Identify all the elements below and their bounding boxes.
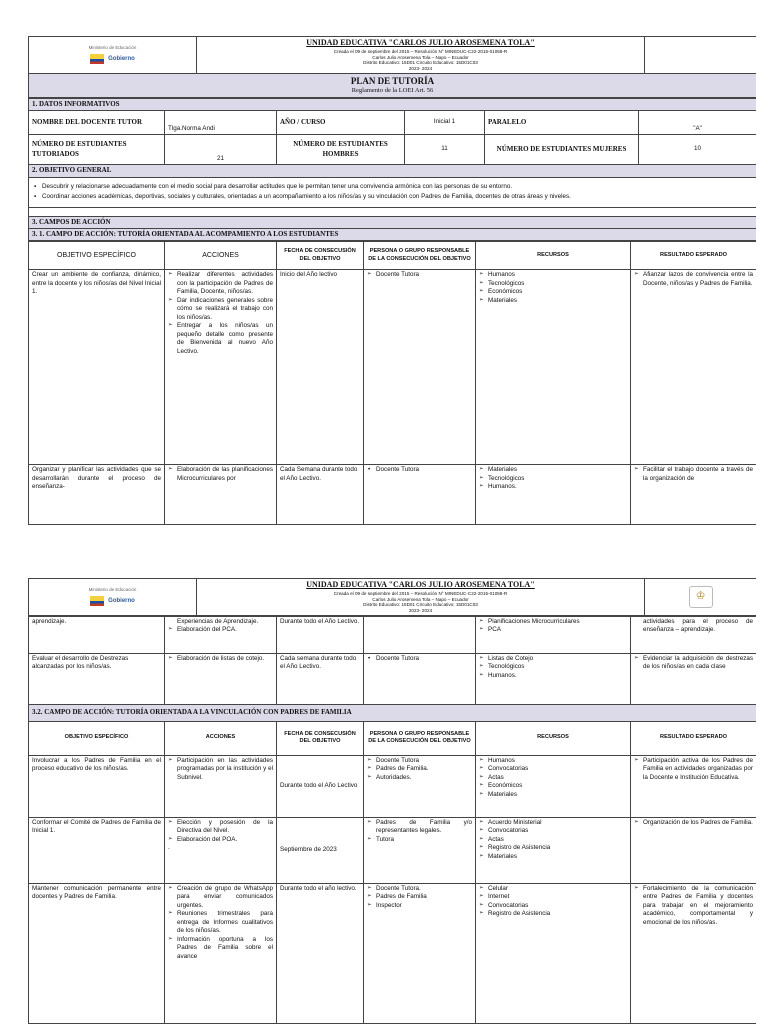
spacer-row	[29, 207, 757, 216]
col-resultado: RESULTADO ESPERADO	[631, 721, 757, 755]
list-item: ➢ Información oportuna a los Padres de Familia sobre el avance	[168, 936, 273, 962]
list-item: ➢ Elaboración de listas de cotejo.	[168, 655, 273, 664]
list-item: ➢ Materiales	[479, 297, 627, 306]
school-line-1: Creada el 09 de septiembre del 2015 – Resolución N° MINEDUC-C22-2015-01058-R	[333, 48, 508, 54]
col-resultado: RESULTADO ESPERADO	[631, 242, 757, 270]
col-fecha: FECHA DE CONSECUSIÓN DEL OBJETIVO	[277, 242, 364, 270]
section-campo-2: 3.2. CAMPO DE ACCIÓN: TUTORÍA ORIENTADA A LA VINCULACIÓN CON PADRES DE FAMILIA	[29, 704, 757, 721]
list-item: ➢ Creación de grupo de WhatsApp para enviar comunicados urgentes.	[168, 885, 273, 911]
acciones-cell	[165, 653, 277, 704]
fecha-cell: Durante todo el Año Lectivo	[277, 755, 364, 817]
list-item: ➢ Internet	[479, 893, 627, 902]
col-persona: PERSONA O GRUPO RESPONSABLE DE LA CONSECUCIÓN DEL OBJETIVO	[364, 242, 476, 270]
list-item: ➢ Celular	[479, 885, 627, 894]
resultado-cell	[631, 270, 757, 465]
resultado-cell	[631, 653, 757, 704]
list-item: ➢ PCA	[479, 626, 627, 635]
persona-cell	[364, 817, 476, 883]
table-row	[29, 465, 757, 525]
header-table	[28, 578, 756, 616]
objetivo-general-list	[32, 179, 753, 206]
acciones-cell	[165, 883, 277, 1023]
list-item: ➢ Económicos	[479, 288, 627, 297]
tutor-value: Tlga.Norma Andi	[165, 111, 277, 135]
ministry-logo	[29, 579, 197, 616]
resultado-cell	[631, 465, 757, 525]
school-year: 2023- 2024	[408, 66, 433, 71]
school-info	[197, 37, 645, 74]
table-row	[29, 817, 757, 883]
objetivo-cell: Involucrar a los Padres de Familia en el proceso educativo de los niños/as.	[29, 755, 165, 817]
header-table	[28, 36, 756, 98]
list-item: ➢ Convocatorias	[479, 902, 627, 911]
list-item: ➢ Facilitar el trabajo docente a través de la organización de	[634, 466, 753, 483]
resultado-cell	[631, 883, 757, 1023]
persona-cell	[364, 883, 476, 1023]
ministry-label: Ministerio de Educación	[88, 587, 137, 593]
fecha-cell: Durante todo el año lectivo.	[277, 883, 364, 1023]
table-row	[29, 653, 757, 704]
list-item: ➢ Dar indicaciones generales sobre cómo se realizará el trabajo con los niños/as.	[168, 297, 273, 323]
fecha-cell: Cada Semana durante todo el Año Lectivo.	[277, 465, 364, 525]
school-line-2: Carlos Julio Arosemena Tola – Napo – Ecuador	[372, 596, 469, 602]
list-item: ➢ Registro de Asistencia	[479, 844, 627, 853]
list-item: ➢ Humanos	[479, 757, 627, 766]
header-right-cell	[645, 37, 757, 74]
datos-table	[28, 98, 756, 242]
recursos-cell	[476, 616, 631, 653]
document-page-1	[28, 36, 756, 531]
list-item: ➢ Docente Tutora	[367, 757, 472, 766]
ministry-logo	[29, 37, 197, 74]
table-row	[29, 883, 757, 1023]
list-item: ➢ Materiales	[479, 466, 627, 475]
curso-label: AÑO / CURSO	[277, 111, 405, 135]
fecha-cell: Cada semana durante todo el Año Lectivo.	[277, 653, 364, 704]
persona-cell	[364, 653, 476, 704]
list-item: ➢ Autoridades.	[367, 774, 472, 783]
list-item: ➢ Convocatorias	[479, 827, 627, 836]
acciones-cell	[165, 465, 277, 525]
acciones-cell	[165, 616, 277, 653]
acciones-cell	[165, 817, 277, 883]
table-row	[29, 755, 757, 817]
list-item: ➢ Tutora	[367, 836, 472, 845]
section-objetivo: 2. OBJETIVO GENERAL	[29, 165, 757, 177]
gobierno-logo: Gobierno	[108, 56, 135, 63]
list-item: ➢ Humanos	[479, 271, 627, 280]
list-item: ➢ Tecnológicos	[479, 475, 627, 484]
list-item: ➢ Afianzar lazos de convivencia entre la Docente, niños/as y Padres de Familia.	[634, 271, 753, 288]
school-line-3: Distrito Educativo: 15D01 Circuito Educativo: 15D01C03	[363, 60, 478, 66]
objetivo-item: ▪ Coordinar acciones académicas, deportivas, sociales y culturales, orientadas a un acompañamiento a los niños/as y su vinculación con Padres de Familia, docentes de otras áreas y niveles.	[32, 193, 753, 202]
page-subtitle: Reglamento de la LOEI Art. 56	[351, 86, 434, 94]
acciones-cell	[165, 270, 277, 465]
list-item: ➢ Reuniones trimestrales para entrega de Informes cualitativos de los niños/as.	[168, 910, 273, 936]
title-cell	[29, 73, 757, 97]
list-item: ➢ Participación activa de los Padres de Familia en actividades organizadas por la Docente e Institución Educativa.	[634, 757, 753, 783]
resultado-cell	[631, 755, 757, 817]
col-acciones: ACCIONES	[165, 721, 277, 755]
recursos-cell	[476, 270, 631, 465]
table-row	[29, 616, 757, 653]
col-recursos: RECURSOS	[476, 242, 631, 270]
list-item: ➢ Materiales	[479, 853, 627, 862]
list-item: ➢ Padres de Familia	[367, 893, 472, 902]
col-objetivo: OBJETIVO ESPECÍFICO	[29, 242, 165, 270]
list-item: • Docente Tutora	[367, 655, 472, 664]
list-item: ➢ Registro de Asistencia	[479, 910, 627, 919]
col-acciones: ACCIONES	[165, 242, 277, 270]
list-item: ➢ Humanos.	[479, 483, 627, 492]
list-item: ➢ Realizar diferentes actividades con la participación de Padres de Familia, Docente, niños/as.	[168, 271, 273, 297]
tutorados-label: NÚMERO DE ESTUDIANTES TUTORIADOS	[29, 135, 165, 165]
section-campos: 3. CAMPOS DE ACCIÓN	[29, 216, 757, 228]
acciones-tail: .	[168, 844, 170, 852]
list-item: ➢ Tecnológicos	[479, 280, 627, 289]
document-page-2	[28, 578, 756, 1024]
objetivo-cell: Evaluar el desarrollo de Destrezas alcanzadas por los niños/as.	[29, 653, 165, 704]
paralelo-label: PARALELO	[485, 111, 639, 135]
school-line-1: Creada el 09 de septiembre del 2015 – Resolución N° MINEDUC-C22-2015-01058-R	[333, 590, 508, 596]
objetivo-item: ▪ Descubrir y relacionarse adecuadamente con el medio social para desarrollar actitudes que le permitan tener una convivencia armónica con las personas de su entorno.	[32, 183, 753, 192]
list-item: ➢ Económicos	[479, 782, 627, 791]
objetivo-cell: Conformar el Comité de Padres de Familia de Inicial 1.	[29, 817, 165, 883]
mujeres-label: NÚMERO DE ESTUDIANTES MUJERES	[485, 135, 639, 165]
col-fecha: FECHA DE CONSECUSIÓN DEL OBJETIVO	[277, 721, 364, 755]
school-year: 2023- 2024	[408, 608, 433, 613]
persona-cell	[364, 755, 476, 817]
list-item: ➢ Padres de Familia y/o representantes legales.	[367, 819, 472, 836]
paralelo-value: "A"	[639, 111, 757, 135]
list-item: ➢ Evidenciar la adquisición de destrezas de los niños/as en cada clase	[634, 655, 753, 672]
ecuador-flag-icon	[90, 54, 104, 64]
section-campo-1: 3. 1. CAMPO DE ACCIÓN: TUTORÍA ORIENTADA AL ACOMPAMIENTO A LOS ESTUDIANTES	[29, 228, 757, 240]
objetivo-general-cell	[29, 177, 757, 207]
objetivo-cell: Organizar y planificar las actividades que se desarrollarán durante el proceso de enseñanza-	[29, 465, 165, 525]
recursos-cell	[476, 653, 631, 704]
list-item: ➢ Acuerdo Ministerial	[479, 819, 627, 828]
recursos-cell	[476, 465, 631, 525]
list-item: ➢ Elaboración del PCA.	[168, 626, 273, 635]
list-item: • Docente Tutora	[367, 466, 472, 475]
school-emblem-cell	[645, 579, 757, 616]
list-item: ➢ Docente Tutora	[367, 271, 472, 280]
persona-cell	[364, 465, 476, 525]
list-item: ➢ Humanos.	[479, 672, 627, 681]
list-item: ➢ Tecnológicos	[479, 663, 627, 672]
list-item: ➢ Entregar a los niños/as un pequeño detalle como presente de Bienvenida al nuevo Año Lectivo.	[168, 322, 273, 356]
list-item: ➢ Padres de Familia.	[367, 765, 472, 774]
school-emblem-icon: ♔	[689, 586, 713, 608]
acciones-text: Experiencias de Aprendizaje.	[177, 617, 259, 625]
objetivo-cell: Mantener comunicación permanente entre docentes y Padres de Familia.	[29, 883, 165, 1023]
list-item: ➢ Actas	[479, 836, 627, 845]
objetivo-cell: Crear un ambiente de confianza, dinámico, entre la docente y los niños/as del Nivel Inicial 1.	[29, 270, 165, 465]
resultado-cell: actividades para el proceso de enseñanza – aprendizaje.	[631, 616, 757, 653]
table-row	[29, 270, 757, 465]
section-datos: 1. DATOS INFORMATIVOS	[29, 98, 757, 110]
school-line-3: Distrito Educativo: 15D01 Circuito Educativo: 15D01C03	[363, 602, 478, 608]
list-item: ➢ Participación en las actividades programadas por la institución y el Subnivel.	[168, 757, 273, 783]
curso-value: Inicial 1	[405, 111, 485, 135]
acciones-cell	[165, 755, 277, 817]
fecha-cell: Durante todo el Año Lectivo.	[277, 616, 364, 653]
persona-cell	[364, 270, 476, 465]
list-item: ➢ Elaboración del POA.	[168, 836, 273, 845]
hombres-label: NÚMERO DE ESTUDIANTES HOMBRES	[277, 135, 405, 165]
col-persona: PERSONA O GRUPO RESPONSABLE DE LA CONSECUCIÓN DEL OBJETIVO	[364, 721, 476, 755]
page-title: PLAN DE TUTORÍA	[350, 75, 435, 86]
col-recursos: RECURSOS	[476, 721, 631, 755]
school-info	[197, 579, 645, 616]
fecha-cell: Septiembre de 2023	[277, 817, 364, 883]
ministry-label: Ministerio de Educación	[88, 45, 137, 51]
list-item: ➢ Convocatorias	[479, 765, 627, 774]
list-item: ➢ Inspector	[367, 902, 472, 911]
list-item: ➢ Listas de Cotejo	[479, 655, 627, 664]
tutorados-value: 21	[165, 135, 277, 165]
acompanamiento-table	[28, 241, 756, 525]
school-name: UNIDAD EDUCATIVA "CARLOS JULIO AROSEMENA TOLA"	[306, 38, 535, 47]
col-objetivo: OBJETIVO ESPECÍFICO	[29, 721, 165, 755]
school-line-2: Carlos Julio Arosemena Tola – Napo – Ecuador	[372, 54, 469, 60]
ecuador-flag-icon	[90, 596, 104, 606]
gobierno-logo: Gobierno	[108, 598, 135, 605]
recursos-cell	[476, 817, 631, 883]
recursos-cell	[476, 883, 631, 1023]
hombres-value: 11	[405, 135, 485, 165]
list-item: ➢ Planificaciones Microcurriculares	[479, 618, 627, 627]
tutor-label: NOMBRE DEL DOCENTE TUTOR	[29, 111, 165, 135]
recursos-cell	[476, 755, 631, 817]
list-item: ➢ Materiales	[479, 791, 627, 800]
persona-cell	[364, 616, 476, 653]
list-item: ➢ Actas	[479, 774, 627, 783]
resultado-cell	[631, 817, 757, 883]
fecha-cell: Inicio del Año lectivo	[277, 270, 364, 465]
school-name: UNIDAD EDUCATIVA "CARLOS JULIO AROSEMENA TOLA"	[306, 580, 535, 589]
list-item: ➢ Fortalecimiento de la comunicación entre Padres de Familia y docentes para trabajar en el mejoramiento académico, comportamental y emocional de los niños/as.	[634, 885, 753, 928]
acompanamiento-table-cont	[28, 616, 756, 1024]
list-item: ➢ Elección y posesión de la Directiva del Nivel.	[168, 819, 273, 836]
mujeres-value: 10	[639, 135, 757, 165]
list-item: ➢ Organización de los Padres de Familia.	[634, 819, 753, 828]
objetivo-cell: aprendizaje.	[29, 616, 165, 653]
list-item: ➢ Elaboración de las planificaciones Microcurriculares por	[168, 466, 273, 483]
list-item: ➢ Docente Tutora.	[367, 885, 472, 894]
